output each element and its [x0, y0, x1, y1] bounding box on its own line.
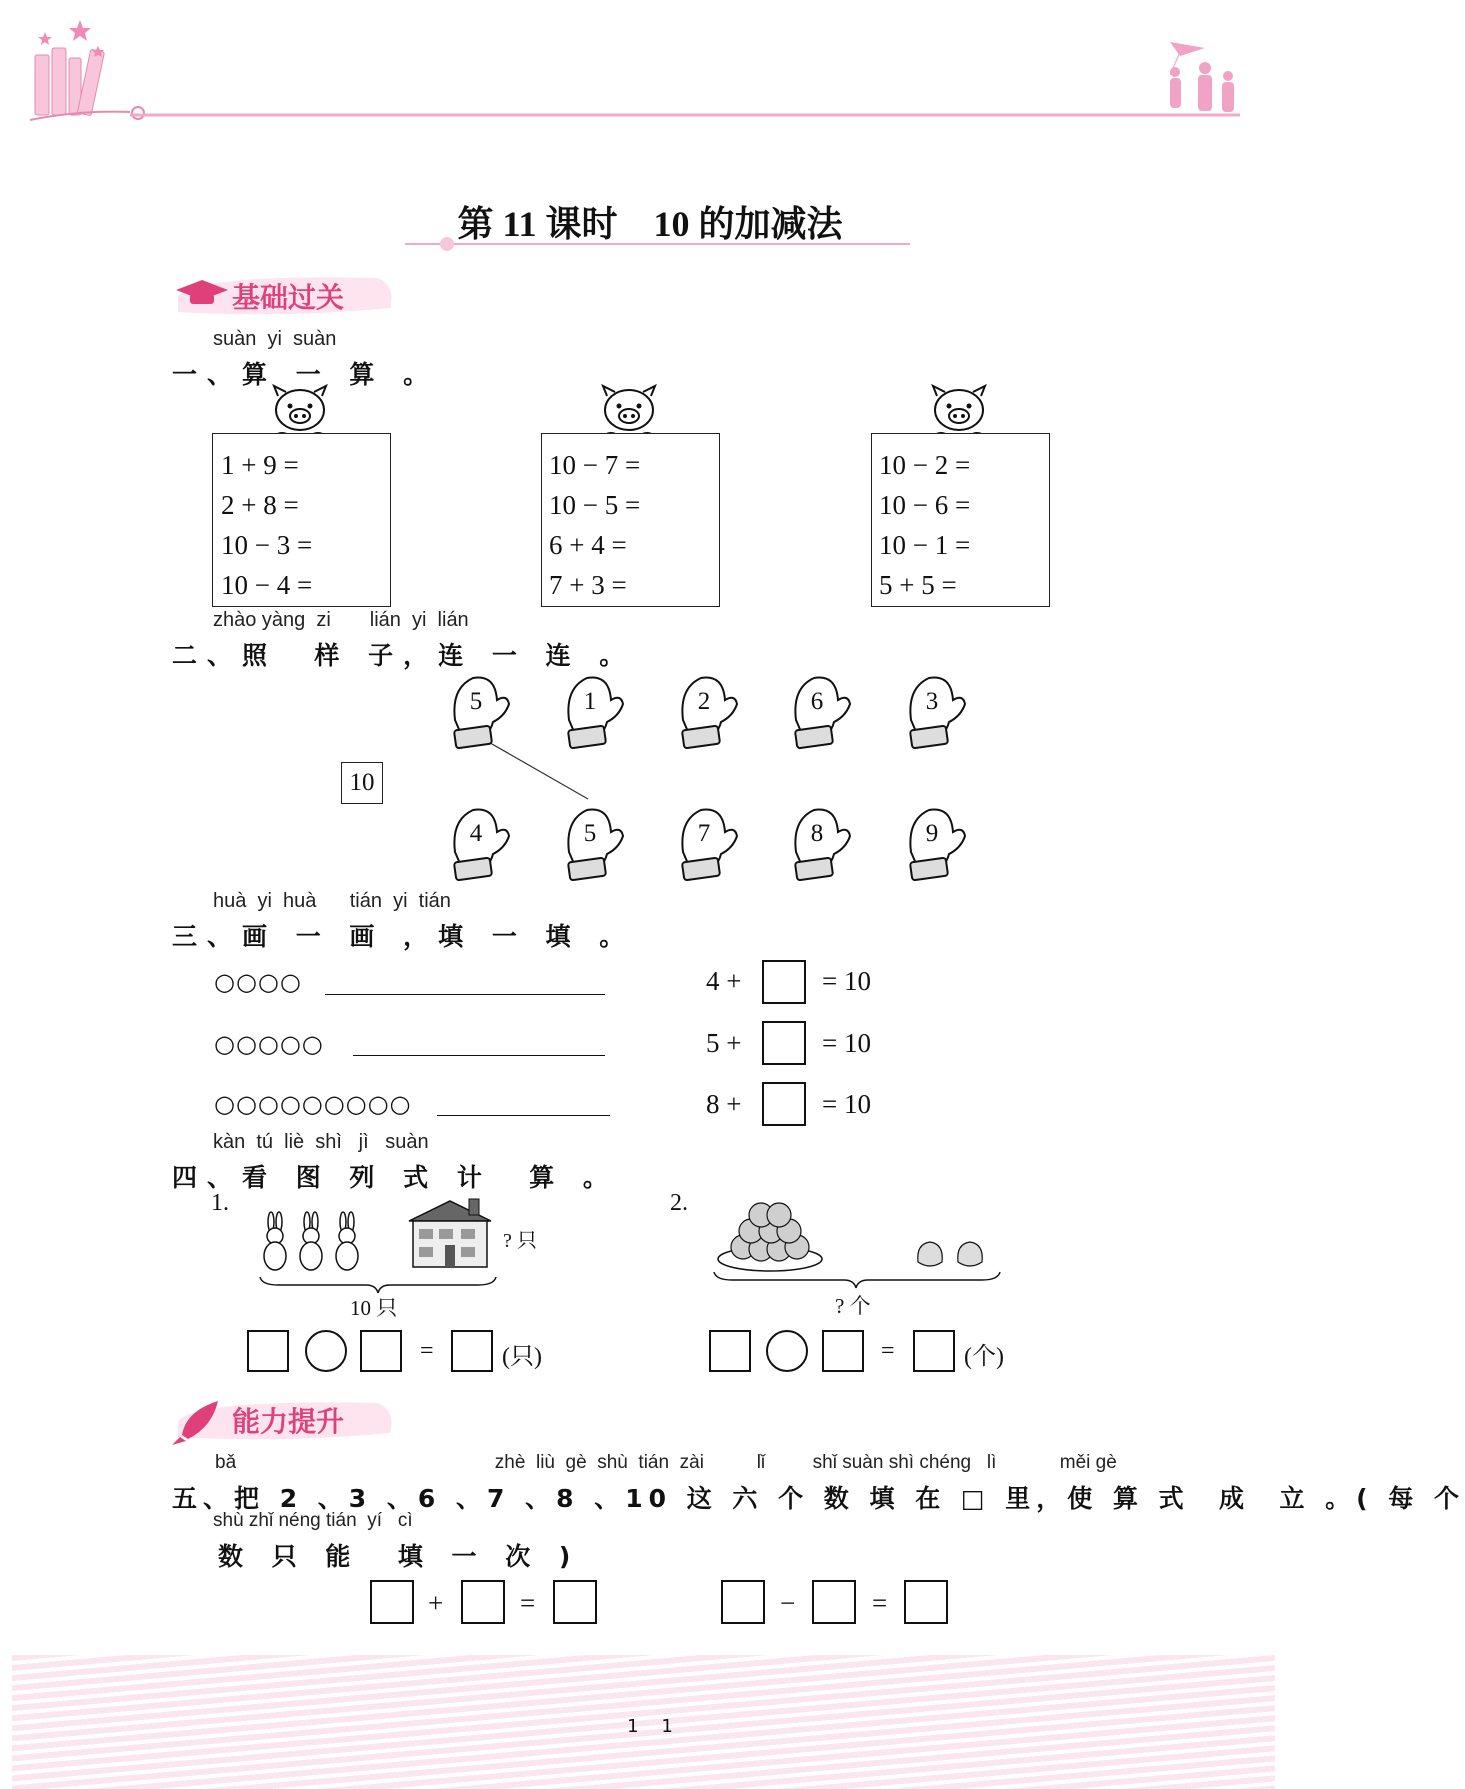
circle-group: ○○○○○○○○○	[214, 1090, 412, 1118]
mitten-bottom[interactable]	[903, 802, 967, 886]
answer-box[interactable]	[762, 1021, 806, 1065]
peach-plate-icon	[715, 1195, 825, 1275]
equation: 1 + 9 =	[221, 450, 299, 480]
title-underline	[405, 236, 915, 256]
q5-line2: 数 只 能 填 一 次 )	[218, 1542, 581, 1571]
problem-number: 1.	[211, 1190, 229, 1216]
answer-box[interactable]	[721, 1580, 765, 1624]
problem-number: 2.	[670, 1190, 688, 1216]
q3-eq-left: 4 +	[706, 966, 742, 996]
answer-box[interactable]	[360, 1330, 402, 1372]
equation: 10 − 6 =	[879, 490, 971, 520]
answer-box[interactable]	[461, 1580, 505, 1624]
equation: 2 + 8 =	[221, 490, 299, 520]
answer-box[interactable]	[247, 1330, 289, 1372]
q3-eq-left: 8 +	[706, 1089, 742, 1119]
q3-eq-left: 5 +	[706, 1028, 742, 1058]
answer-box[interactable]	[812, 1580, 856, 1624]
mitten-top[interactable]	[903, 670, 967, 754]
equals-sign: =	[872, 1588, 888, 1618]
answer-box[interactable]	[822, 1330, 864, 1372]
operator-circle[interactable]	[305, 1330, 347, 1372]
answer-box[interactable]	[451, 1330, 493, 1372]
mitten-top[interactable]	[675, 670, 739, 754]
answer-box[interactable]	[553, 1580, 597, 1624]
mitten-top[interactable]	[561, 670, 625, 754]
answer-box[interactable]	[370, 1580, 414, 1624]
q4-pinyin: kàn tú liè shì jì suàn	[213, 1131, 429, 1153]
equation: 10 − 5 =	[549, 490, 641, 520]
mitten-top[interactable]	[447, 670, 511, 754]
q3-eq-right: = 10	[822, 1089, 871, 1119]
mitten-number: 5	[583, 820, 597, 847]
total-label: ? 个	[835, 1294, 871, 1318]
equals-sign: =	[520, 1588, 536, 1618]
center-number-box: 10	[341, 762, 383, 804]
equation: 10 − 2 =	[879, 450, 971, 480]
mitten-bottom[interactable]	[561, 802, 625, 886]
equation: 10 − 7 =	[549, 450, 641, 480]
unit-label: (个)	[964, 1344, 1004, 1370]
header-decoration	[0, 0, 1287, 140]
q1-label: 一、算 一 算 。	[172, 360, 439, 389]
q2-label: 二、照 样 子，连 一 连 。	[172, 641, 635, 670]
q5-pinyin-line1: bǎ zhè liù gè shù tián zài lǐ shǐ suàn shì chéng lì měi gè	[215, 1452, 1117, 1473]
mitten-number: 3	[925, 688, 939, 715]
q3-eq-right: = 10	[822, 966, 871, 996]
mitten-bottom[interactable]	[447, 802, 511, 886]
section-advanced-title: 能力提升	[232, 1405, 345, 1438]
q1-pinyin: suàn yi suàn	[213, 328, 337, 350]
answer-box[interactable]	[709, 1330, 751, 1372]
equation: 10 − 4 =	[221, 570, 313, 600]
equation: 6 + 4 =	[549, 530, 627, 560]
equation: 7 + 3 =	[549, 570, 627, 600]
unit-label: (只)	[502, 1344, 542, 1370]
page-title: 第 11 课时 10 的加减法	[457, 204, 843, 244]
answer-box[interactable]	[762, 1082, 806, 1126]
plus-sign: +	[428, 1588, 444, 1618]
peaches-icon	[912, 1238, 992, 1272]
operator-circle[interactable]	[766, 1330, 808, 1372]
q2-pinyin: zhào yàng zi lián yi lián	[213, 609, 469, 631]
equals-sign: =	[881, 1338, 895, 1364]
minus-sign: −	[780, 1588, 796, 1618]
mitten-top[interactable]	[788, 670, 852, 754]
q3-eq-right: = 10	[822, 1028, 871, 1058]
answer-line[interactable]	[325, 994, 605, 995]
answer-line[interactable]	[353, 1055, 605, 1056]
answer-box[interactable]	[913, 1330, 955, 1372]
children-kite-icon	[1170, 42, 1234, 112]
circle-group: ○○○○	[214, 968, 302, 996]
rabbits-icon	[255, 1210, 365, 1276]
q3-label: 三、画 一 画 ，填 一 填 。	[172, 922, 635, 951]
mitten-number: 1	[583, 688, 597, 715]
q3-pinyin: huà yi huà tián yi tián	[213, 890, 451, 912]
mitten-number: 4	[469, 820, 483, 847]
q5-pinyin-line2: shù zhǐ néng tián yí cì	[213, 1510, 413, 1531]
equals-sign: =	[420, 1338, 434, 1364]
house-icon	[405, 1195, 495, 1271]
section-basic-title: 基础过关	[232, 281, 345, 314]
q4-label: 四、看 图 列 式 计 算 。	[172, 1163, 618, 1192]
star-icon	[38, 20, 104, 57]
answer-box[interactable]	[904, 1580, 948, 1624]
answer-box[interactable]	[762, 960, 806, 1004]
hidden-count-label: ? 只	[503, 1230, 537, 1252]
mitten-number: 7	[697, 820, 711, 847]
mitten-number: 8	[810, 820, 824, 847]
q5-line1: 五、把 2 、3 、6 、7 、8 、10 这 六 个 数 填 在 □ 里，使 算 式 成 立 。( 每 个	[172, 1484, 1465, 1513]
mitten-bottom[interactable]	[788, 802, 852, 886]
equation: 10 − 1 =	[879, 530, 971, 560]
equation: 10 − 3 =	[221, 530, 313, 560]
mitten-number: 5	[469, 688, 483, 715]
page-number: 1 1	[627, 1716, 673, 1737]
total-label: 10 只	[350, 1296, 398, 1320]
mitten-number: 2	[697, 688, 711, 715]
circle-group: ○○○○○	[214, 1030, 324, 1058]
books-logo-icon	[35, 48, 105, 116]
mitten-bottom[interactable]	[675, 802, 739, 886]
mitten-number: 6	[810, 688, 824, 715]
answer-line[interactable]	[437, 1115, 610, 1116]
mitten-number: 9	[925, 820, 939, 847]
equation: 5 + 5 =	[879, 570, 957, 600]
